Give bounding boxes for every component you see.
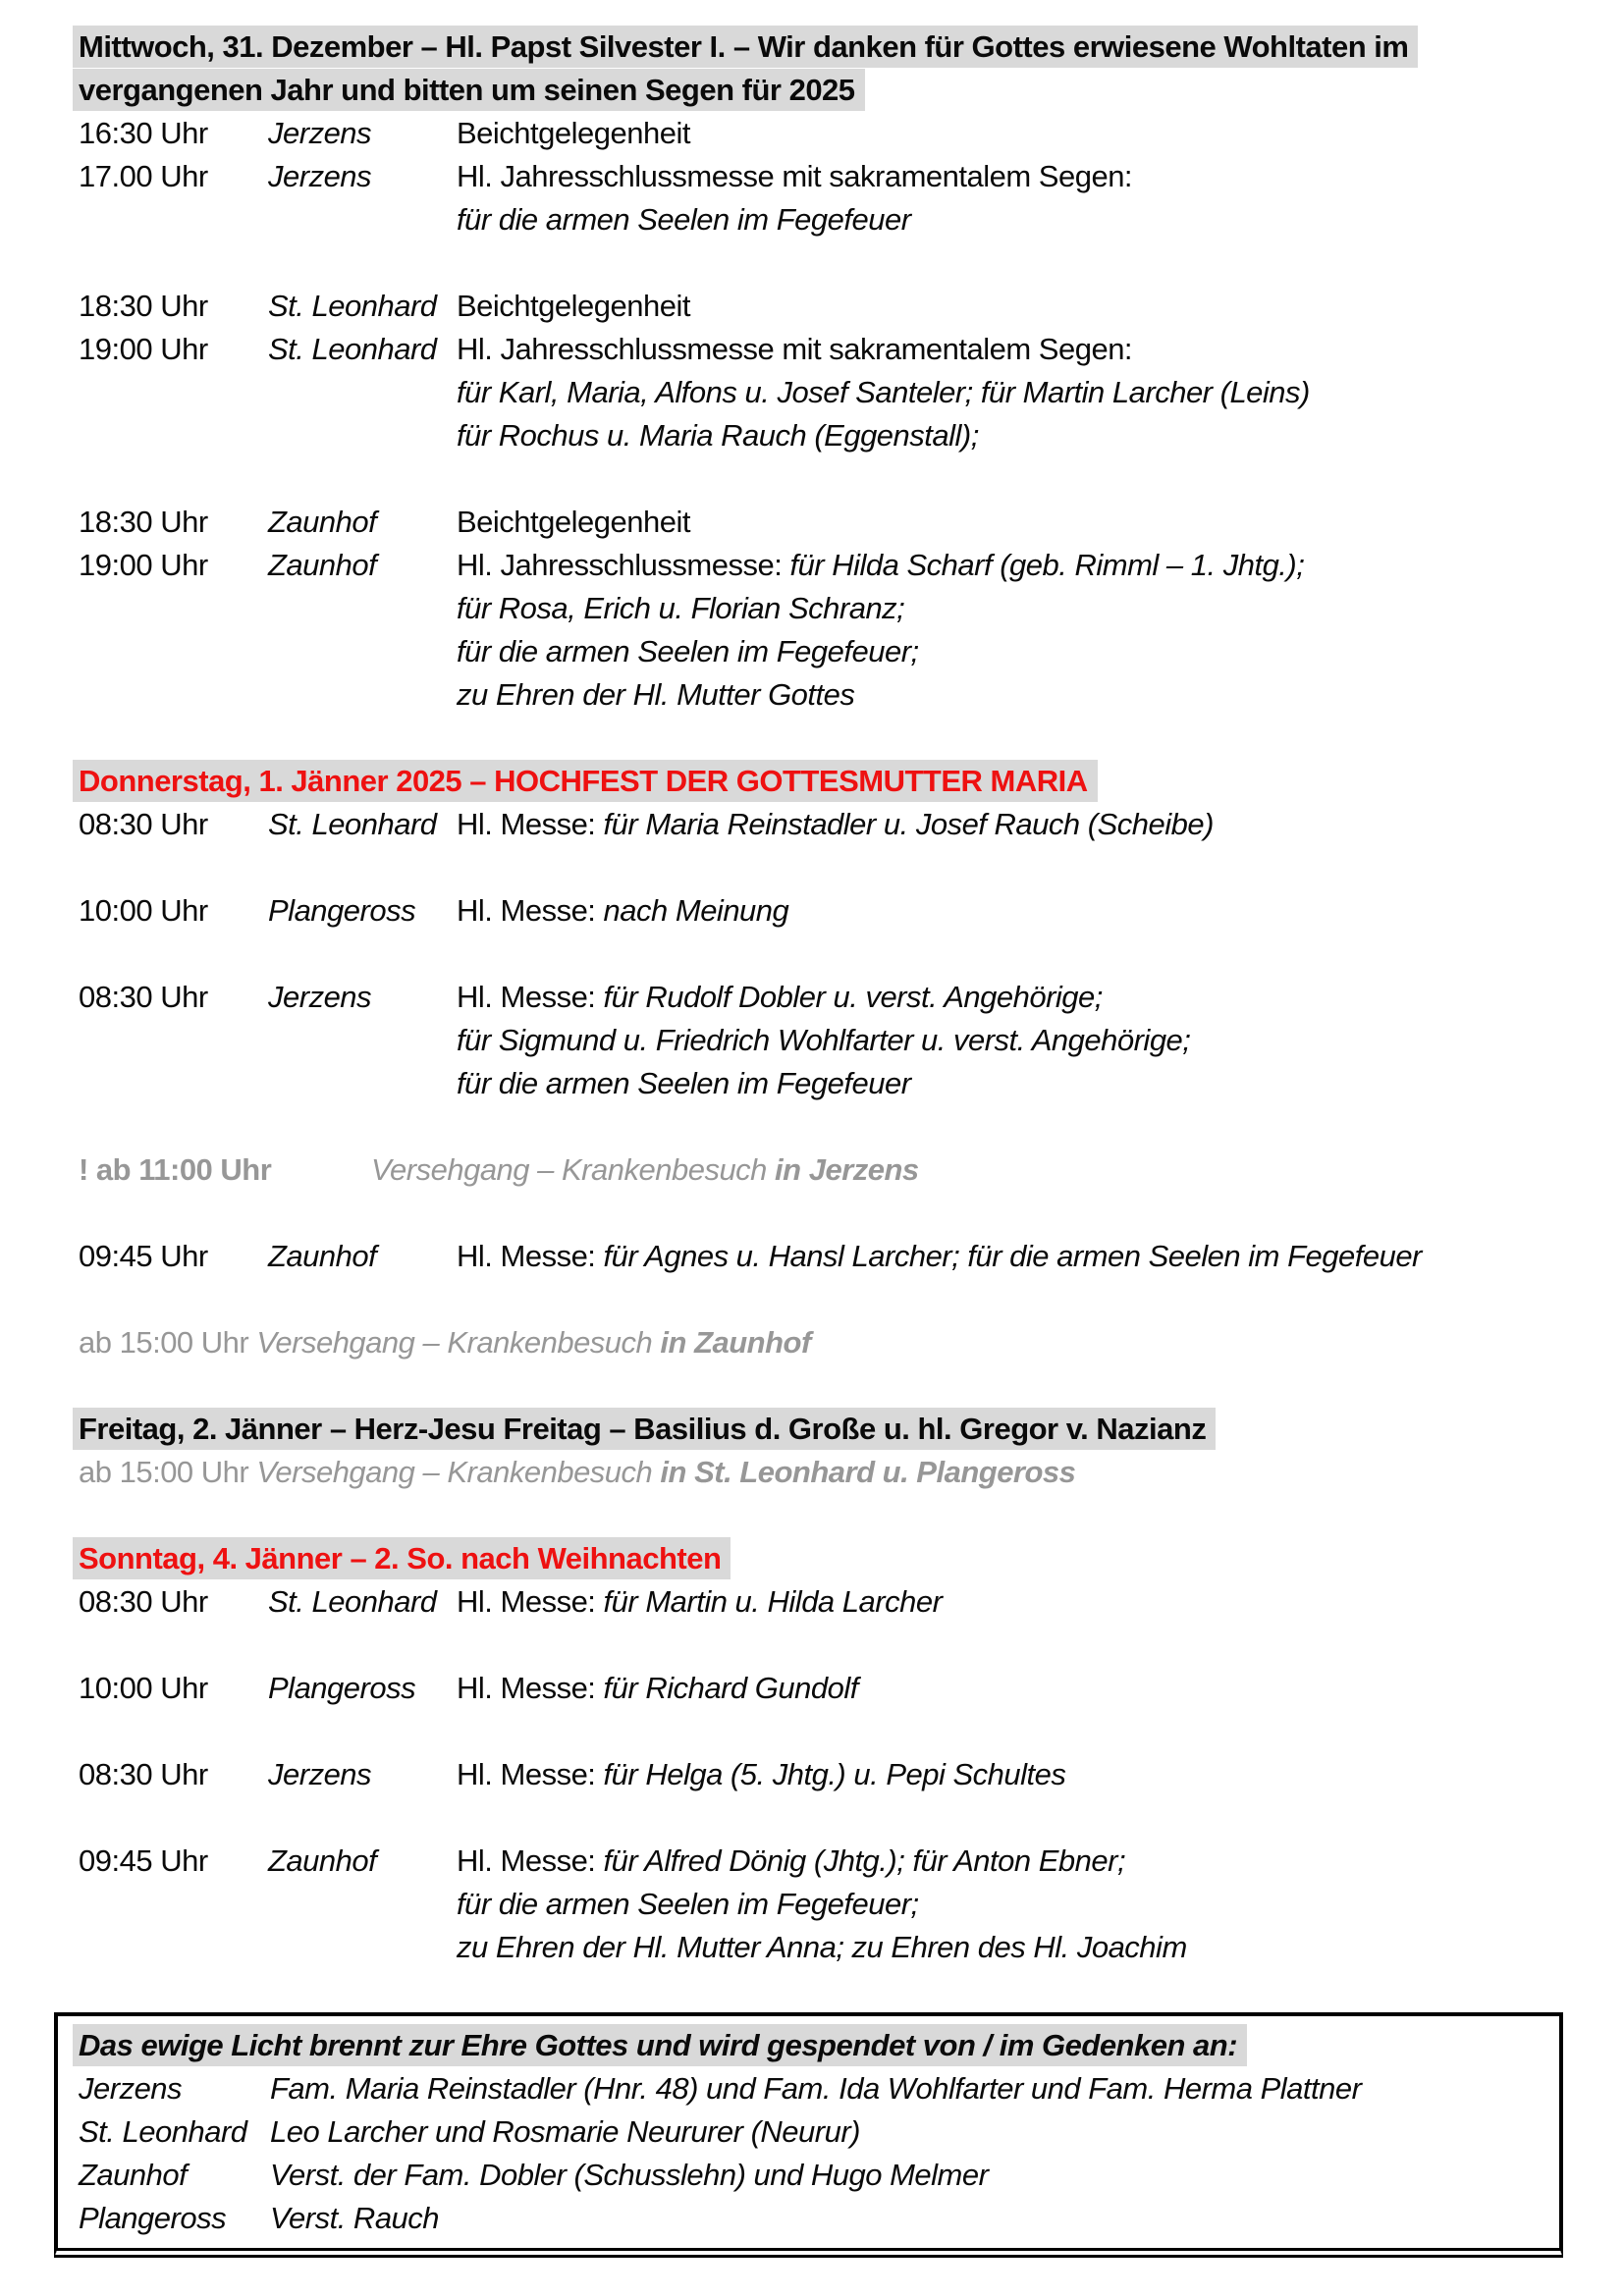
description-cell xyxy=(457,1883,1545,1926)
location-cell xyxy=(268,1883,457,1926)
location-cell xyxy=(268,630,457,673)
schedule-row xyxy=(79,673,1545,717)
eternal-light-row xyxy=(79,2197,1540,2240)
eternal-light-box xyxy=(54,2012,1563,2258)
eternal-light-heading-text: Das ewige Licht brennt zur Ehre Gottes und wird gespendet von / im Gedenken an: xyxy=(73,2024,1247,2066)
location-cell: Jerzens xyxy=(268,159,372,193)
location-cell xyxy=(268,1926,457,1969)
time-cell: 18:30 Uhr xyxy=(79,289,208,323)
location-cell: St. Leonhard xyxy=(268,807,437,841)
location-cell: Zaunhof xyxy=(79,2158,188,2192)
spacer xyxy=(79,1710,1545,1753)
spacer xyxy=(79,933,1545,976)
time-cell: 08:30 Uhr xyxy=(79,980,208,1014)
intention-text: für Rudolf Dobler u. verst. Angehörige; xyxy=(603,980,1103,1014)
description-cell: Hl. Messe: für Maria Reinstadler u. Josef Rauch (Scheibe) xyxy=(457,807,1214,841)
note-text xyxy=(371,1148,1545,1192)
time-cell: 10:00 Uhr xyxy=(79,893,208,928)
schedule-row xyxy=(79,1667,1545,1710)
location-cell xyxy=(268,1019,457,1062)
location-cell: Jerzens xyxy=(268,1757,372,1791)
eternal-light-rows xyxy=(79,2067,1540,2240)
intention-text: zu Ehren der Hl. Mutter Gottes xyxy=(457,677,855,712)
intention-text: für Agnes u. Hansl Larcher; für die armen Seelen im Fegefeuer xyxy=(603,1239,1422,1273)
spacer xyxy=(79,241,1545,285)
schedule-row xyxy=(79,630,1545,673)
description-cell xyxy=(457,587,1545,630)
schedule-row xyxy=(79,371,1545,414)
time-cell xyxy=(79,673,268,717)
location-cell: St. Leonhard xyxy=(268,332,437,366)
intention-text: für Alfred Dönig (Jhtg.); für Anton Ebner; xyxy=(603,1843,1126,1878)
time-cell xyxy=(79,1883,268,1926)
time-cell xyxy=(79,1062,268,1105)
schedule-row xyxy=(79,112,1545,155)
location-cell xyxy=(268,198,457,241)
note-time: ab 15:00 Uhr xyxy=(79,1455,249,1489)
intention-text: für Rosa, Erich u. Florian Schranz; xyxy=(457,591,905,625)
intention-text: für Rochus u. Maria Rauch (Eggenstall); xyxy=(457,418,979,453)
description-cell xyxy=(457,1926,1545,1969)
time-cell xyxy=(79,1019,268,1062)
spacer xyxy=(79,1624,1545,1667)
schedule-row xyxy=(79,1926,1545,1969)
schedule-row xyxy=(79,544,1545,587)
time-cell xyxy=(79,1926,268,1969)
spacer xyxy=(79,1278,1545,1321)
description-cell: Beichtgelegenheit xyxy=(457,505,690,539)
intention-text: für Maria Reinstadler u. Josef Rauch (Scheibe) xyxy=(603,807,1214,841)
time-cell: 08:30 Uhr xyxy=(79,807,208,841)
note-activity: Versehgang – Krankenbesuch xyxy=(256,1455,661,1489)
note-time: ! ab 11:00 Uhr xyxy=(79,1152,272,1187)
schedule-row xyxy=(79,889,1545,933)
time-cell: 09:45 Uhr xyxy=(79,1239,208,1273)
note-activity: Versehgang – Krankenbesuch xyxy=(371,1152,776,1187)
eternal-light-heading xyxy=(79,2024,1540,2067)
intention-text: für die armen Seelen im Fegefeuer; xyxy=(457,1887,919,1921)
sick-call-note xyxy=(79,1321,1545,1364)
intention-text: für Karl, Maria, Alfons u. Josef Santeler; für Martin Larcher (Leins) xyxy=(457,375,1310,409)
sick-call-note xyxy=(79,1148,1545,1192)
description-cell: Hl. Jahresschlussmesse mit sakramentalem Segen: xyxy=(457,159,1133,193)
time-cell xyxy=(79,414,268,457)
spacer xyxy=(79,1192,1545,1235)
description-cell: Hl. Messe: für Alfred Dönig (Jhtg.); für Anton Ebner; xyxy=(457,1843,1126,1878)
location-cell xyxy=(268,673,457,717)
note-activity: Versehgang – Krankenbesuch xyxy=(256,1325,661,1360)
spacer xyxy=(79,1969,1545,2012)
note-text xyxy=(256,1455,1075,1489)
schedule-row xyxy=(79,803,1545,846)
schedule-row xyxy=(79,501,1545,544)
schedule-row xyxy=(79,1753,1545,1796)
time-cell xyxy=(79,198,268,241)
description-cell: Hl. Messe: für Richard Gundolf xyxy=(457,1671,858,1705)
intention-text: für die armen Seelen im Fegefeuer; xyxy=(457,634,919,668)
time-cell: 19:00 Uhr xyxy=(79,548,208,582)
note-time: ab 15:00 Uhr xyxy=(79,1325,249,1360)
time-cell: 10:00 Uhr xyxy=(79,1671,208,1705)
schedule-row xyxy=(79,328,1545,371)
schedule-row xyxy=(79,1883,1545,1926)
note-place: in St. Leonhard u. Plangeross xyxy=(660,1455,1076,1489)
time-cell: 19:00 Uhr xyxy=(79,332,208,366)
description-cell: Hl. Jahresschlussmesse mit sakramentalem Segen: xyxy=(457,332,1133,366)
schedule-row xyxy=(79,285,1545,328)
schedule-row xyxy=(79,1019,1545,1062)
time-cell xyxy=(79,630,268,673)
time-cell xyxy=(79,587,268,630)
time-cell: 08:30 Uhr xyxy=(79,1584,208,1619)
time-cell: 18:30 Uhr xyxy=(79,505,208,539)
section-heading-text: Donnerstag, 1. Jänner 2025 – HOCHFEST DER GOTTESMUTTER MARIA xyxy=(73,760,1098,802)
description-cell: Beichtgelegenheit xyxy=(457,289,690,323)
section-heading xyxy=(79,760,1545,803)
schedule-row xyxy=(79,198,1545,241)
location-cell: St. Leonhard xyxy=(268,1584,437,1619)
location-cell xyxy=(268,1062,457,1105)
description-cell xyxy=(457,1062,1545,1105)
intention-text: für die armen Seelen im Fegefeuer xyxy=(457,202,911,237)
schedule-row xyxy=(79,1580,1545,1624)
location-cell: Plangeross xyxy=(268,1671,416,1705)
location-cell: Plangeross xyxy=(268,893,416,928)
note-place: in Zaunhof xyxy=(660,1325,811,1360)
description-cell xyxy=(457,630,1545,673)
intention-text: für Sigmund u. Friedrich Wohlfarter u. verst. Angehörige; xyxy=(457,1023,1191,1057)
location-cell: Jerzens xyxy=(268,980,372,1014)
section-heading xyxy=(79,1537,1545,1580)
section-heading-text: Freitag, 2. Jänner – Herz-Jesu Freitag – Basilius d. Große u. hl. Gregor v. Nazianz xyxy=(73,1408,1216,1450)
time-cell: 17.00 Uhr xyxy=(79,159,208,193)
location-cell xyxy=(268,587,457,630)
location-cell: Zaunhof xyxy=(268,505,377,539)
description-cell xyxy=(457,198,1545,241)
section-heading xyxy=(79,26,1545,112)
description-cell: Hl. Messe: für Agnes u. Hansl Larcher; für die armen Seelen im Fegefeuer xyxy=(457,1239,1422,1273)
sick-call-note xyxy=(79,1451,1545,1494)
location-cell xyxy=(268,371,457,414)
schedule-row xyxy=(79,414,1545,457)
donor-text: Leo Larcher und Rosmarie Neururer (Neurur) xyxy=(270,2114,860,2149)
spacer xyxy=(79,717,1545,760)
section-heading xyxy=(79,1408,1545,1451)
location-cell: Jerzens xyxy=(79,2071,183,2106)
intention-text: für Richard Gundolf xyxy=(603,1671,858,1705)
spacer xyxy=(79,1105,1545,1148)
intention-text: für Helga (5. Jhtg.) u. Pepi Schultes xyxy=(603,1757,1066,1791)
time-cell: 09:45 Uhr xyxy=(79,1843,208,1878)
location-cell: St. Leonhard xyxy=(79,2114,247,2149)
intention-text: zu Ehren der Hl. Mutter Anna; zu Ehren des Hl. Joachim xyxy=(457,1930,1187,1964)
donor-text: Fam. Maria Reinstadler (Hnr. 48) und Fam. Ida Wohlfarter und Fam. Herma Plattner xyxy=(270,2071,1362,2106)
schedule-row xyxy=(79,587,1545,630)
schedule-row xyxy=(79,976,1545,1019)
location-cell: Zaunhof xyxy=(268,1843,377,1878)
schedule-row xyxy=(79,1235,1545,1278)
section-heading-text: Sonntag, 4. Jänner – 2. So. nach Weihnachten xyxy=(73,1537,731,1579)
donor-text: Verst. Rauch xyxy=(270,2201,440,2235)
location-cell: Zaunhof xyxy=(268,548,377,582)
note-text xyxy=(256,1325,810,1360)
time-cell: 16:30 Uhr xyxy=(79,116,208,150)
mass-schedule xyxy=(79,26,1545,2012)
description-cell: Hl. Jahresschlussmesse: für Hilda Scharf (geb. Rimml – 1. Jhtg.); xyxy=(457,548,1305,582)
time-cell xyxy=(79,371,268,414)
description-cell: Hl. Messe: für Martin u. Hilda Larcher xyxy=(457,1584,943,1619)
location-cell: Zaunhof xyxy=(268,1239,377,1273)
intention-text: für Martin u. Hilda Larcher xyxy=(603,1584,943,1619)
eternal-light-row xyxy=(79,2110,1540,2154)
description-cell: Hl. Messe: für Rudolf Dobler u. verst. Angehörige; xyxy=(457,980,1103,1014)
eternal-light-row xyxy=(79,2067,1540,2110)
note-place: in Jerzens xyxy=(775,1152,919,1187)
description-cell: Hl. Messe: für Helga (5. Jhtg.) u. Pepi Schultes xyxy=(457,1757,1066,1791)
schedule-row xyxy=(79,1840,1545,1883)
description-cell xyxy=(457,1019,1545,1062)
schedule-row xyxy=(79,1062,1545,1105)
intention-text: für Hilda Scharf (geb. Rimml – 1. Jhtg.); xyxy=(789,548,1305,582)
time-cell: 08:30 Uhr xyxy=(79,1757,208,1791)
description-cell: Beichtgelegenheit xyxy=(457,116,690,150)
spacer xyxy=(79,1796,1545,1840)
eternal-light-row xyxy=(79,2154,1540,2197)
description-cell xyxy=(457,414,1545,457)
schedule-row xyxy=(79,155,1545,198)
section-heading-text: Mittwoch, 31. Dezember – Hl. Papst Silvester I. – Wir danken für Gottes erwiesene Wohltaten im vergangenen Jahr und bitten um seinen Segen für 2025 xyxy=(73,26,1418,111)
location-cell xyxy=(268,414,457,457)
donor-text: Verst. der Fam. Dobler (Schusslehn) und Hugo Melmer xyxy=(270,2158,989,2192)
intention-text: nach Meinung xyxy=(603,893,789,928)
location-cell: Plangeross xyxy=(79,2201,227,2235)
location-cell: St. Leonhard xyxy=(268,289,437,323)
spacer xyxy=(79,1364,1545,1408)
description-cell xyxy=(457,673,1545,717)
spacer xyxy=(79,846,1545,889)
spacer xyxy=(79,457,1545,501)
description-cell: Hl. Messe: nach Meinung xyxy=(457,893,789,928)
description-cell xyxy=(457,371,1545,414)
spacer xyxy=(79,1494,1545,1537)
intention-text: für die armen Seelen im Fegefeuer xyxy=(457,1066,911,1100)
location-cell: Jerzens xyxy=(268,116,372,150)
